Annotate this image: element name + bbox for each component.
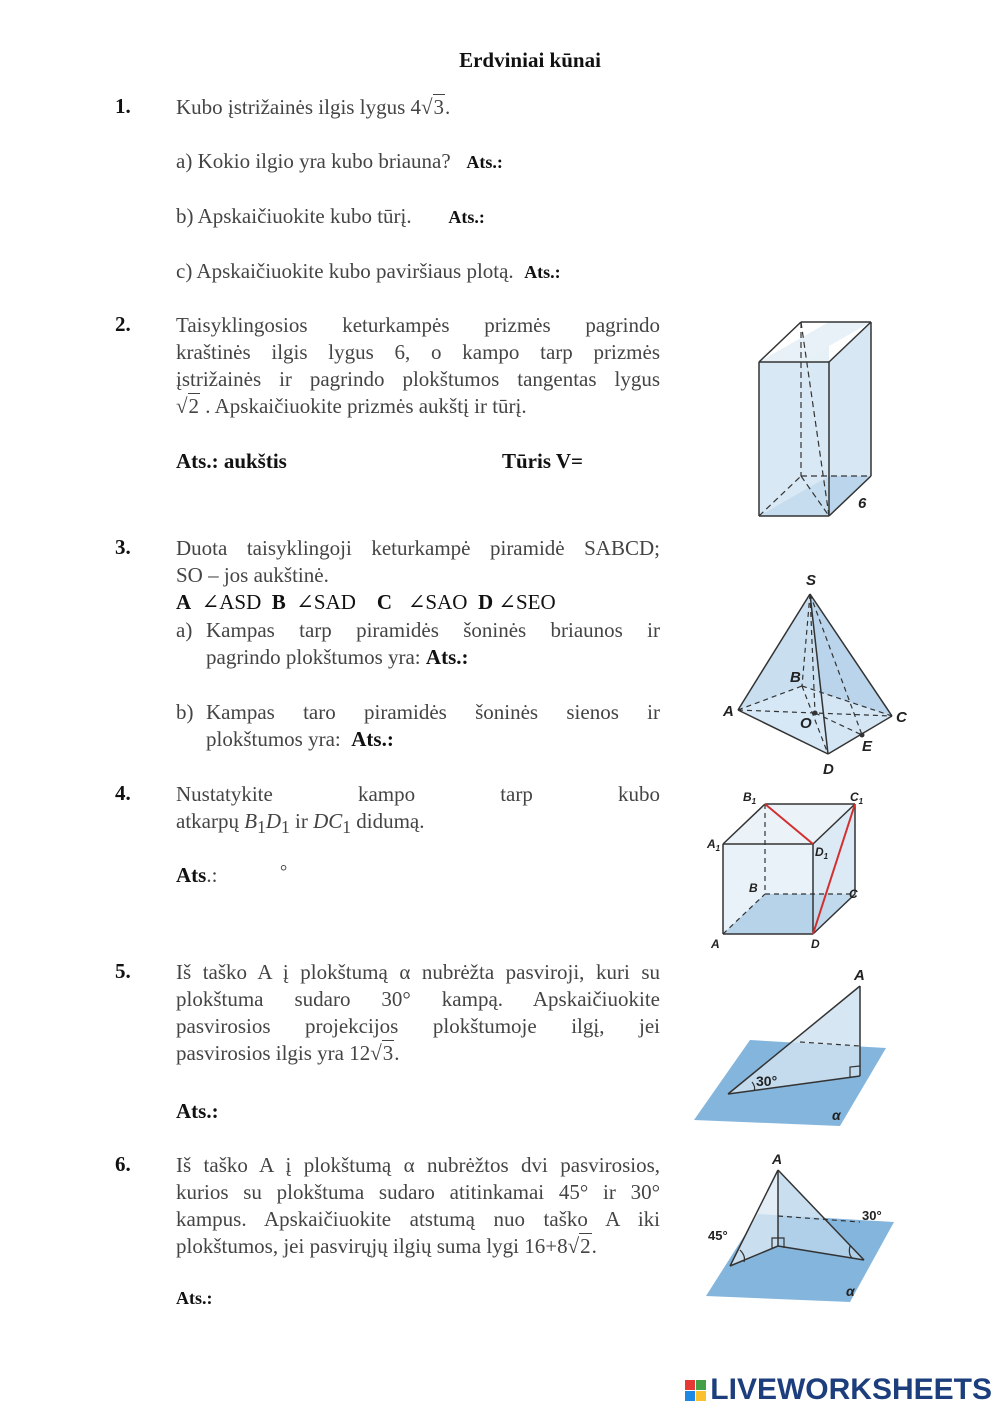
q3-options bbox=[176, 589, 556, 616]
q6-answer-label[interactable]: Ats.: bbox=[176, 1288, 213, 1308]
q4-answer-colon: .: bbox=[206, 863, 218, 887]
q2-line3: įstrižainės ir pagrindo plokštumos tangentas lygus bbox=[176, 367, 660, 391]
q2-line4-text: . Apskaičiuokite prizmės aukštį ir tūrį. bbox=[200, 394, 527, 418]
q4-seg2-letters: DC bbox=[313, 809, 343, 833]
q6-sqrt: √2 bbox=[567, 1234, 591, 1258]
q1c-answer-label[interactable]: Ats.: bbox=[524, 262, 561, 282]
q3b-text bbox=[206, 699, 660, 753]
cube-label-a: A bbox=[711, 937, 720, 951]
two-inclines-angle-30: 30° bbox=[862, 1208, 882, 1223]
q3b-answer-label[interactable]: Ats.: bbox=[351, 727, 394, 751]
q2-number: 2. bbox=[115, 312, 131, 336]
pyramid-figure bbox=[718, 568, 918, 780]
pyramid-label-e: E bbox=[862, 738, 873, 755]
q6-line1: Iš taško A į plokštumą α nubrėžtos dvi pasvirosios, bbox=[176, 1153, 660, 1177]
pyramid-label-o: O bbox=[800, 715, 812, 732]
q3a-line2: pagrindo plokštumos yra: bbox=[206, 645, 421, 669]
q5-line2: plokštuma sudaro 30° kampą. Apskaičiuokite bbox=[176, 987, 660, 1011]
two-inclines-label-a: A bbox=[772, 1151, 783, 1167]
cube-label-b1: $B_1$ bbox=[743, 790, 757, 806]
prism-side-label: 6 bbox=[858, 495, 867, 512]
q3-option-a-letter: A bbox=[176, 590, 192, 614]
q3b-marker: b) bbox=[176, 700, 194, 724]
q2-line1: Taisyklingosios keturkampės prizmės pagrindo bbox=[176, 313, 660, 337]
q4-statement bbox=[176, 781, 660, 841]
q4-answer-label[interactable]: Ats bbox=[176, 863, 207, 887]
q1a-answer-label[interactable]: Ats.: bbox=[466, 152, 503, 172]
q1-text: Kubo įstrižainės ilgis lygus 4 bbox=[176, 95, 421, 119]
q1c-line bbox=[176, 258, 561, 286]
q1-radicand: 3 bbox=[433, 95, 445, 119]
q5-line4-post: . bbox=[394, 1041, 400, 1065]
q2-sqrt: √2 bbox=[176, 394, 200, 418]
prism-figure bbox=[745, 318, 920, 523]
q6-line4-pre: plokštumos, jei pasvirųjų ilgių suma lygi 16+8 bbox=[176, 1234, 568, 1258]
q3b-line1: Kampas taro piramidės šoninės sienos ir bbox=[206, 700, 660, 724]
liveworksheets-logo bbox=[685, 1373, 992, 1407]
q4-degree-sign: ° bbox=[280, 861, 288, 881]
cube-figure bbox=[705, 786, 880, 956]
q1-sqrt: √3 bbox=[421, 95, 445, 119]
incline-plane-label: α bbox=[832, 1107, 841, 1123]
q4-seg1-letter2: D bbox=[265, 809, 281, 833]
two-inclines-angle-45: 45° bbox=[708, 1228, 728, 1243]
q2-radicand: 2 bbox=[188, 394, 200, 418]
q4-seg2-sub: 1 bbox=[342, 817, 351, 838]
q3b-line2: plokštumos yra: bbox=[206, 727, 341, 751]
cube-label-a1: $A_1$ bbox=[707, 837, 721, 853]
q3-option-c-letter: C bbox=[376, 590, 393, 614]
q6-statement bbox=[176, 1152, 660, 1260]
q6-line3: kampus. Apskaičiuokite atstumą nuo taško A iki bbox=[176, 1207, 660, 1231]
q6-number: 6. bbox=[115, 1152, 131, 1176]
q3-option-d: ∠SEO bbox=[498, 590, 556, 614]
q6-line2: kurios su plokštuma sudaro atitinkamai 45° ir 30° bbox=[176, 1180, 660, 1204]
q3a-line1: Kampas tarp piramidės šoninės briaunos ir bbox=[206, 618, 660, 642]
cube-label-c1: $C_1$ bbox=[850, 790, 864, 806]
q6-line4-post: . bbox=[591, 1234, 597, 1258]
q3-statement bbox=[176, 535, 660, 589]
q3-line1: Duota taisyklingoji keturkampė piramidė SABCD; bbox=[176, 536, 660, 560]
logo-text: LIVEWORKSHEETS bbox=[710, 1373, 992, 1406]
incline-label-a: A bbox=[854, 967, 865, 984]
cube-label-c: C bbox=[849, 887, 858, 901]
q1c-text: c) Apskaičiuokite kubo paviršiaus plotą. bbox=[176, 259, 514, 283]
cube-label-d: D bbox=[811, 937, 820, 951]
q4-line2-pre: atkarpų bbox=[176, 809, 245, 833]
q3-option-a: ∠ASD bbox=[201, 590, 262, 614]
q1-statement bbox=[176, 94, 450, 121]
q2-answer-height[interactable]: Ats.: aukštis bbox=[176, 449, 287, 473]
q5-radicand: 3 bbox=[382, 1041, 394, 1065]
q5-line3: pasvirosios projekcijos plokštumoje ilgį, jei bbox=[176, 1014, 660, 1038]
q4-line2 bbox=[176, 808, 660, 841]
q1-text-end: . bbox=[445, 95, 451, 119]
q6-radicand: 2 bbox=[580, 1234, 591, 1258]
q5-line1: Iš taško A į plokštumą α nubrėžta pasviroji, kuri su bbox=[176, 960, 660, 984]
q3-option-b-letter: B bbox=[271, 590, 286, 614]
pyramid-label-a: A bbox=[723, 703, 734, 720]
two-inclines-figure bbox=[700, 1150, 895, 1310]
two-inclines-plane-label: α bbox=[846, 1283, 855, 1299]
q4-seg1-letter1: B bbox=[244, 809, 258, 833]
q4-line2-post: didumą. bbox=[351, 809, 425, 833]
q3a-text bbox=[206, 617, 660, 671]
q3-option-d-letter: D bbox=[477, 590, 494, 614]
q5-line4 bbox=[176, 1040, 660, 1067]
q4-seg1-sub1: 1 bbox=[257, 817, 266, 838]
q4-number: 4. bbox=[115, 781, 131, 805]
q2-answer-volume[interactable]: Tūris V= bbox=[502, 449, 584, 473]
pyramid-label-s: S bbox=[806, 572, 817, 589]
q3-option-c: ∠SAO bbox=[407, 590, 468, 614]
q2-line2: kraštinės ilgis lygus 6, o kampo tarp prizmės bbox=[176, 340, 660, 364]
q1b-text: b) Apskaičiuokite kubo tūrį. bbox=[176, 204, 412, 228]
q5-answer-label[interactable]: Ats.: bbox=[176, 1099, 219, 1123]
q1a-text: a) Kokio ilgio yra kubo briauna? bbox=[176, 149, 451, 173]
q5-number: 5. bbox=[115, 959, 131, 983]
q5-sqrt: √3 bbox=[370, 1041, 394, 1065]
q5-statement bbox=[176, 959, 660, 1067]
cube-label-d1: $D_1$ bbox=[815, 845, 829, 861]
q1-number: 1. bbox=[115, 94, 131, 118]
q3-line2: SO – jos aukštinė. bbox=[176, 563, 329, 587]
q4-seg1-sub2: 1 bbox=[280, 817, 290, 838]
q4-line1: Nustatykite kampo tarp kubo bbox=[176, 782, 660, 806]
q6-line4 bbox=[176, 1233, 660, 1260]
q3a-marker: a) bbox=[176, 618, 193, 642]
q4-line2-mid: ir bbox=[289, 809, 314, 833]
pyramid-label-b: B bbox=[790, 669, 801, 686]
q3a-answer-label[interactable]: Ats.: bbox=[425, 645, 469, 669]
pyramid-label-d: D bbox=[823, 761, 834, 778]
q2-line4 bbox=[176, 393, 660, 420]
incline-figure bbox=[690, 962, 890, 1134]
logo-icon bbox=[685, 1380, 706, 1401]
q2-statement bbox=[176, 312, 660, 420]
cube-label-b: B bbox=[749, 881, 758, 895]
page-title: Erdviniai kūnai bbox=[459, 48, 601, 72]
q5-line4-pre: pasvirosios ilgis yra 12 bbox=[176, 1041, 371, 1065]
q1a-line bbox=[176, 148, 503, 176]
q3-number: 3. bbox=[115, 535, 131, 559]
q4-answer-line bbox=[176, 862, 217, 889]
q1b-answer-label[interactable]: Ats.: bbox=[448, 207, 485, 227]
incline-angle-label: 30° bbox=[756, 1073, 778, 1089]
q3-option-b: ∠SAD bbox=[296, 590, 356, 614]
pyramid-label-c: C bbox=[896, 709, 907, 726]
q1b-line bbox=[176, 203, 485, 231]
